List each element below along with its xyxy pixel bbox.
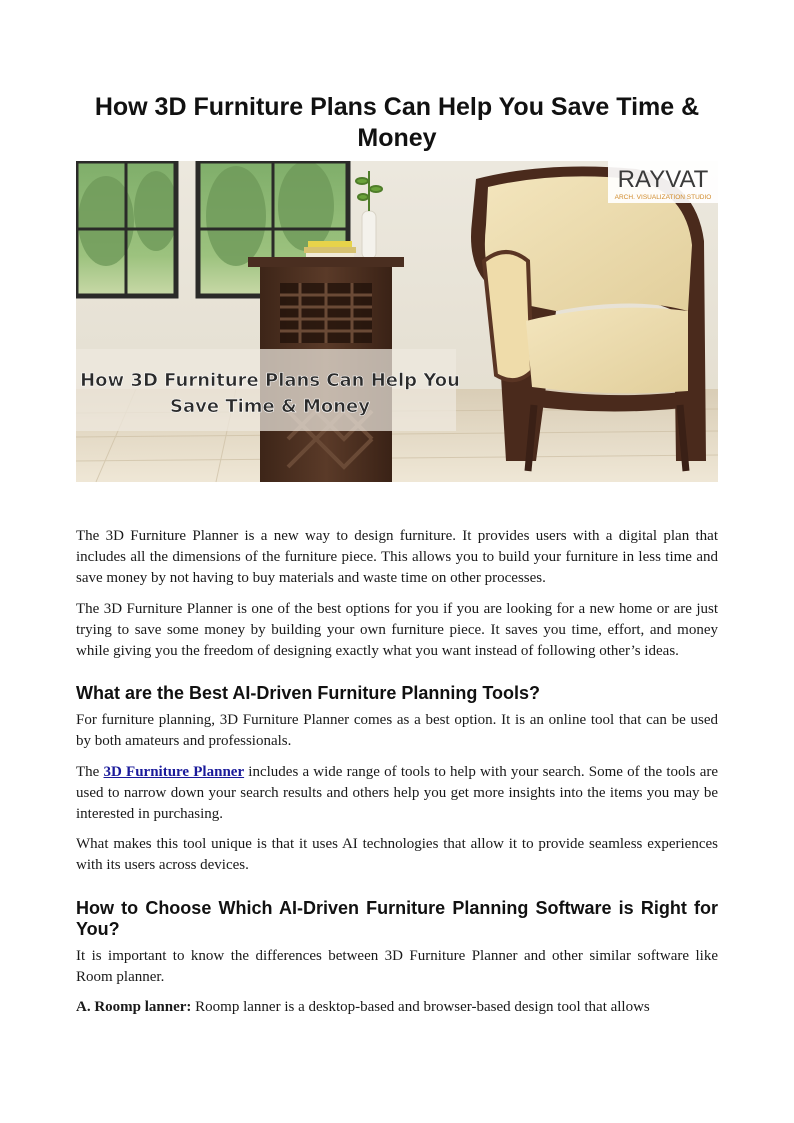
logo-text: RAYVAT bbox=[617, 166, 709, 193]
section-heading-choose-software: How to Choose Which AI-Driven Furniture Planning Software is Right for You? bbox=[76, 897, 718, 939]
section-heading-best-tools: What are the Best AI-Driven Furniture Planning Tools? bbox=[76, 683, 541, 704]
item-a-text: Roomp lanner is a desktop-based and browser-based design tool that allows bbox=[191, 999, 650, 1016]
intro-paragraph-2: The 3D Furniture Planner is one of the best options for you if you are looking for a new home or are just trying to save some money by building your own furniture piece. It saves you time, effort, and money while giving you the freedom of designing exactly what you want instead of following other’s ideas. bbox=[76, 600, 718, 660]
item-a-label: A. Roomp lanner: bbox=[76, 999, 192, 1016]
section2-item-a bbox=[76, 997, 718, 1018]
section1-paragraph-3: What makes this tool unique is that it uses AI technologies that allow it to provide seamless experiences with its users across devices. bbox=[76, 836, 718, 874]
logo-subtitle: ARCH. VISUALIZATION STUDIO bbox=[614, 194, 712, 201]
hero-overlay-line1: How 3D Furniture Plans Can Help You bbox=[80, 370, 460, 391]
page-title: How 3D Furniture Plans Can Help You Save Time & Money bbox=[94, 93, 700, 152]
furniture-planner-link[interactable]: 3D Furniture Planner bbox=[103, 763, 245, 780]
section1-p2-prefix: The bbox=[76, 763, 104, 780]
section1-p2-suffix: includes a wide range of tools to help with your search. Some of the tools are used to narrow down your search results and others help you get more insights into the items you may be interested in purchasing. bbox=[76, 763, 719, 823]
section1-paragraph-1: For furniture planning, 3D Furniture Planner comes as a best option. It is an online tool that can be used by both amateurs and professionals. bbox=[76, 712, 718, 750]
section1-paragraph-2 bbox=[76, 762, 718, 826]
hero-overlay-line2: Save Time & Money bbox=[170, 396, 370, 417]
hero-image bbox=[76, 161, 718, 482]
article-body bbox=[76, 526, 718, 1027]
hero-illustration bbox=[76, 161, 718, 482]
intro-paragraph-1: The 3D Furniture Planner is a new way to design furniture. It provides users with a digital plan that includes all the dimensions of the furniture piece. This allows you to build your furniture in less time and save money by not having to buy materials and waste time on other processes. bbox=[76, 528, 718, 587]
section2-paragraph-1: It is important to know the differences between 3D Furniture Planner and other similar software like Room planner. bbox=[76, 947, 718, 985]
